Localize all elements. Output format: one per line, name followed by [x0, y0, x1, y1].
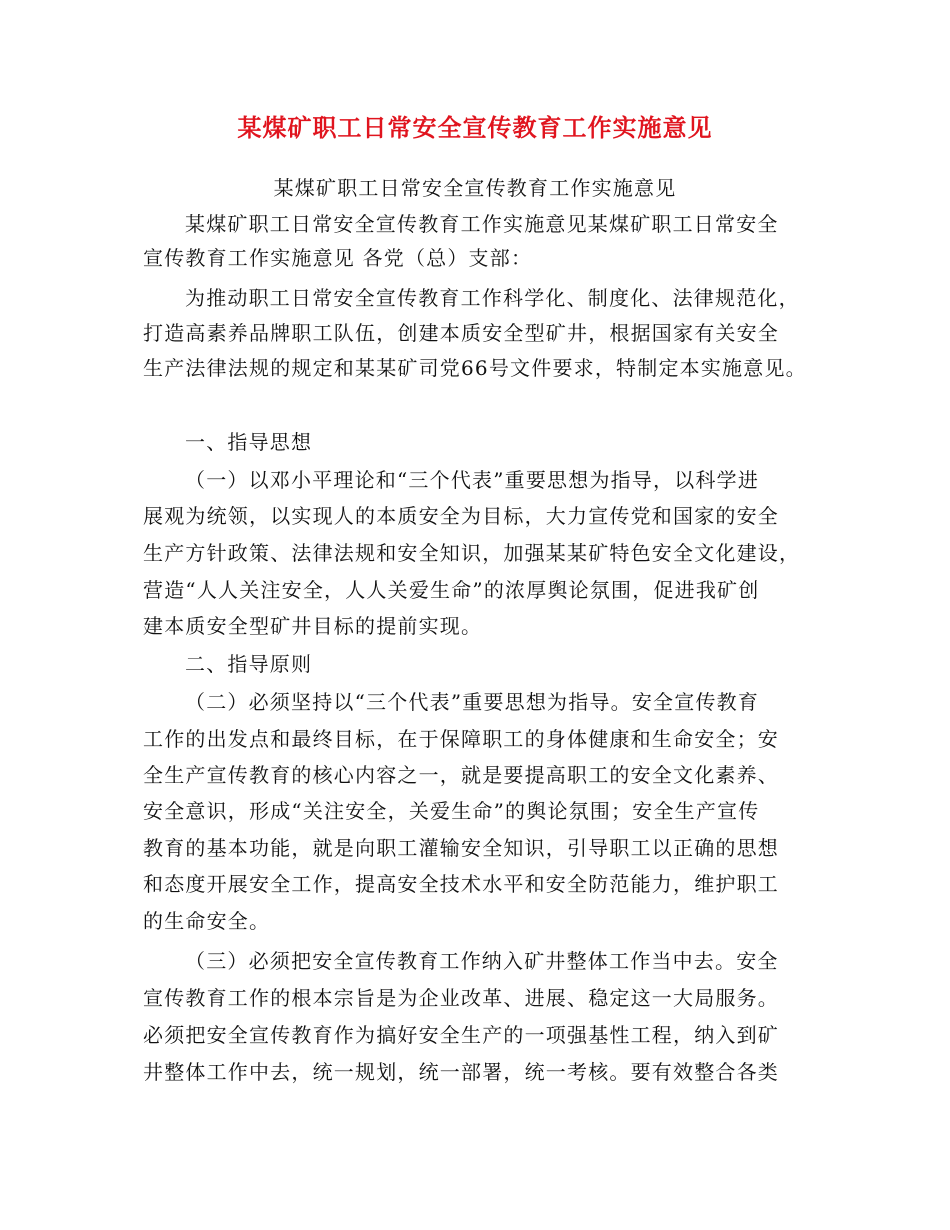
paragraph-line: 生产法律法规的规定和某某矿司党66号文件要求，特制定本实施意见。	[143, 356, 807, 380]
paragraph-line: 工作的出发点和最终目标，在于保障职工的身体健康和生命安全；安	[143, 727, 779, 751]
paragraph-line: 安全意识，形成“关注安全，关爱生命”的舆论氛围；安全生产宣传	[143, 799, 760, 823]
paragraph-line: 为推动职工日常安全宣传教育工作科学化、制度化、法律规范化，	[185, 286, 800, 310]
document-title: 某煤矿职工日常安全宣传教育工作实施意见	[237, 113, 713, 142]
paragraph-line: 打造高素养品牌职工队伍，创建本质安全型矿井，根据国家有关安全	[143, 321, 779, 345]
paragraph-line: 某煤矿职工日常安全宣传教育工作实施意见某煤矿职工日常安全	[185, 212, 779, 236]
paragraph-line: 教育的基本功能，就是向职工灌输安全知识，引导职工以正确的思想	[143, 836, 779, 860]
paragraph-line: 和态度开展安全工作，提高安全技术水平和安全防范能力，维护职工	[143, 872, 779, 896]
paragraph-line: 全生产宣传教育的核心内容之一，就是要提高职工的安全文化素养、	[143, 763, 779, 787]
paragraph-line: 展观为统领，以实现人的本质安全为目标，大力宣传党和国家的安全	[143, 504, 779, 528]
paragraph-line: 井整体工作中去，统一规划，统一部署，统一考核。要有效整合各类	[143, 1060, 779, 1084]
paragraph-line: （二）必须坚持以“三个代表”重要思想为指导。安全宣传教育	[185, 690, 760, 714]
section-heading: 二、指导原则	[185, 652, 313, 676]
section-heading: 一、指导思想	[185, 430, 313, 454]
paragraph-line: 生产方针政策、法律法规和安全知识，加强某某矿特色安全文化建设，	[143, 541, 801, 565]
paragraph-line: 建本质安全型矿井目标的提前实现。	[143, 614, 483, 638]
paragraph-line: （一）以邓小平理论和“三个代表”重要思想为指导，以科学进	[185, 468, 760, 492]
document-subtitle: 某煤矿职工日常安全宣传教育工作实施意见	[273, 176, 677, 200]
paragraph-line: （三）必须把安全宣传教育工作纳入矿井整体工作当中去。安全	[185, 949, 779, 973]
paragraph-line: 宣传教育工作实施意见 各党（总）支部：	[143, 246, 533, 270]
paragraph-line: 必须把安全宣传教育作为搞好安全生产的一项强基性工程，纳入到矿	[143, 1023, 779, 1047]
paragraph-line: 宣传教育工作的根本宗旨是为企业改革、进展、稳定这一大局服务。	[143, 986, 779, 1010]
paragraph-line: 的生命安全。	[143, 909, 271, 933]
paragraph-line: 营造“人人关注安全，人人关爱生命”的浓厚舆论氛围，促进我矿创	[143, 578, 760, 602]
